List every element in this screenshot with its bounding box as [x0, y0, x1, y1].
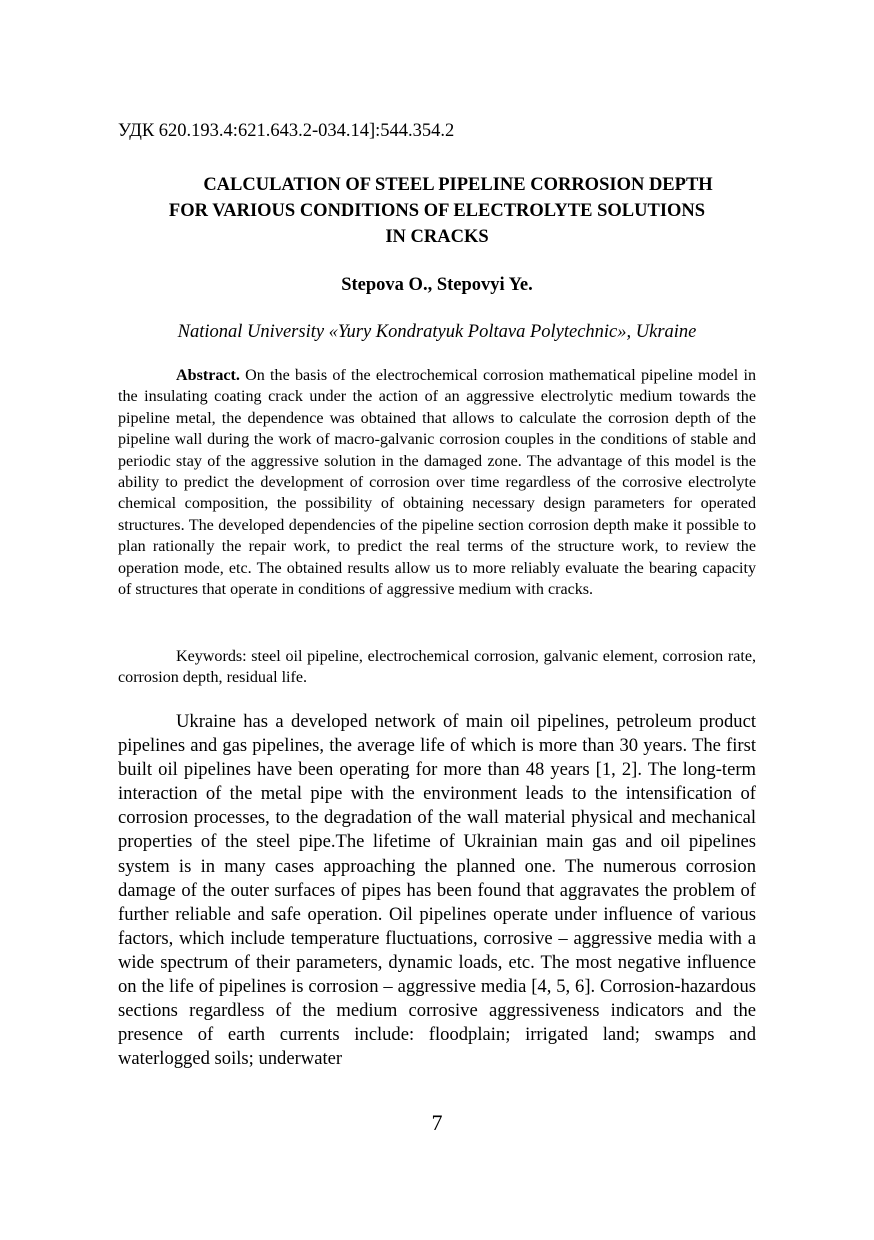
keywords [118, 646, 756, 689]
abstract [118, 365, 756, 600]
udk-code: УДК 620.193.4:621.643.2-034.14]:544.354.2 [118, 121, 455, 141]
page-number: 7 [431, 1110, 443, 1135]
title-line-1: CALCULATION OF STEEL PIPELINE CORROSION DEPTH [203, 175, 713, 195]
body-text: Ukraine has a developed network of main oil pipelines, petroleum product pipelines and gas pipelines, the average life of which is more than 30 years. The first built oil pipelines have been operating for more than 48 years [1, 2]. The long-term interaction of the metal pipe with the environment leads to the intensification of corrosion processes, to the degradation of the wall material physical and mechanical properties of the steel pipe.The lifetime of Ukrainian main gas and oil pipelines system is in many cases approaching the planned one. The numerous corrosion damage of the outer surfaces of pipes has been found that aggravates the problem of further reliable and safe operation. Oil pipelines operate under influence of various factors, which include temperature fluctuations, corrosive – aggressive media with a wide spectrum of their parameters, dynamic loads, etc. The most negative influence on the life of pipelines is corrosion – aggressive media [4, 5, 6]. Corrosion-hazardous sections regardless of the medium corrosive aggressiveness indicators and the presence of earth currents include: floodplain; irrigated land; swamps and waterlogged soils; underwater [118, 711, 756, 1070]
keywords-text: Keywords: steel oil pipeline, electrochemical corrosion, galvanic element, corrosion rate, corrosion depth, residual life. [118, 648, 756, 687]
title-line-3: IN CRACKS [385, 227, 489, 247]
abstract-text: On the basis of the electrochemical corrosion mathematical pipeline model in the insulating coating crack under the action of an aggressive electrolytic medium towards the pipeline metal, the dependence was obtained that allows to calculate the corrosion depth of the pipeline wall during the work of macro-galvanic corrosion couples in the conditions of stable and periodic stay of the aggressive solution in the damaged zone. The advantage of this model is the ability to predict the development of corrosion over time regardless of the corrosive electrolyte chemical composition, the possibility of obtaining necessary design parameters for operated structures. The developed dependencies of the pipeline section corrosion depth make it possible to plan rationally the repair work, to predict the real terms of the structure work, to review the operation mode, etc. The obtained results allow us to more reliably evaluate the bearing capacity of structures that operate in conditions of aggressive medium with cracks. [118, 367, 756, 599]
body-paragraph [118, 710, 756, 1071]
title-line-2: FOR VARIOUS CONDITIONS OF ELECTROLYTE SOLUTIONS [168, 201, 706, 221]
affiliation: National University «Yury Kondratyuk Poltava Polytechnic», Ukraine [177, 322, 697, 342]
authors: Stepova O., Stepovyi Ye. [341, 275, 533, 295]
abstract-label: Abstract. [176, 367, 240, 384]
paper-title [118, 172, 756, 250]
